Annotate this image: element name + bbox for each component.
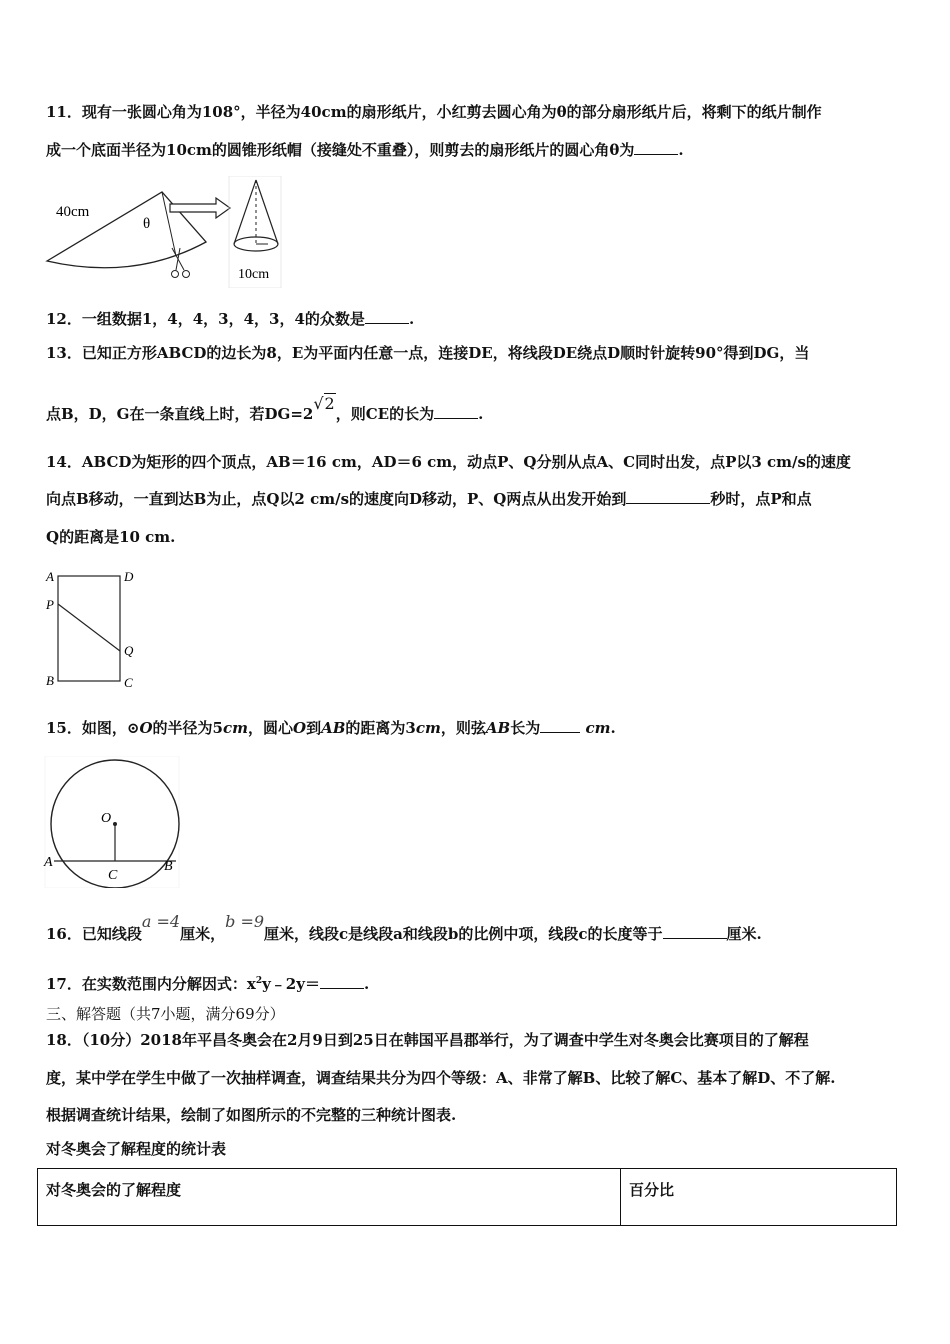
- label-a: A: [44, 855, 53, 870]
- label-o: O: [101, 811, 112, 826]
- q16-line: [46, 912, 762, 944]
- table-header-level: 对冬奥会的了解程度: [38, 1169, 621, 1226]
- q15-o: O: [139, 719, 153, 737]
- label-q: Q: [124, 643, 134, 658]
- q15-t4: 的距离为3: [345, 719, 416, 737]
- q15-t6: 长为: [510, 719, 541, 737]
- q14-text: 向点B移动，一直到达B为止，点Q以2 cm/s的速度向D移动，P、Q两点从出发开始到: [46, 490, 627, 508]
- q14-line2: [46, 489, 812, 509]
- rectangle-abcd: [58, 576, 120, 681]
- q12-answer-blank[interactable]: [365, 309, 409, 324]
- q14-line1: 14．ABCD为矩形的四个顶点，AB＝16 cm，AD＝6 cm，动点P、Q分别从点A、C同时出发，点P以3 cm/s的速度: [46, 453, 851, 471]
- q13-line1: 13．已知正方形ABCD的边长为8，E为平面内任意一点，连接DE，将线段DE绕点D顺时针旋转90°得到DG，当: [46, 344, 810, 362]
- q11-line1: 11．现有一张圆心角为108°，半径为40cm的扇形纸片，小红剪去圆心角为θ的部分扇形纸片后，将剩下的纸片制作: [46, 103, 822, 121]
- q13-end: .: [478, 405, 484, 423]
- q12-line: [46, 309, 414, 329]
- section-heading: 三、解答题（共7小题，满分69分）: [46, 1005, 285, 1023]
- sector-theta-label: θ: [143, 216, 151, 232]
- q15-t3: 到: [306, 719, 322, 737]
- label-b: B: [46, 673, 54, 688]
- q14-text-end: 秒时，点P和点: [710, 490, 812, 508]
- q12-text: 12．一组数据1，4，4，3，4，3，4的众数是: [46, 310, 365, 328]
- table-header-percent: 百分比: [621, 1169, 897, 1226]
- q17-answer-blank[interactable]: [320, 974, 364, 989]
- q16-end: 厘米.: [726, 925, 762, 943]
- q14-rectangle-figure: [44, 566, 144, 692]
- q13-text: 点B，D，G在一条直线上时，若DG=2: [46, 405, 314, 423]
- segment-pq: [58, 604, 120, 651]
- q14-answer-blank[interactable]: [626, 489, 710, 504]
- stat-table: [37, 1168, 897, 1226]
- q15-answer-blank[interactable]: [540, 718, 580, 733]
- label-p: P: [46, 597, 54, 612]
- q16-a-equation: a =4: [141, 912, 181, 931]
- q15-t5: ，则弦: [440, 719, 486, 737]
- q16-t1: 厘米，: [180, 925, 226, 943]
- q11-line2-text: 成一个底面半径为10cm的圆锥形纸帽（接缝处不重叠），则剪去的扇形纸片的圆心角θ为: [46, 141, 635, 159]
- q11-answer-blank[interactable]: [634, 140, 678, 155]
- q14-line3: Q的距离是10 cm.: [46, 528, 176, 546]
- q17-superscript: 2: [255, 976, 263, 986]
- label-c: C: [124, 675, 133, 690]
- q17-text: 17．在实数范围内分解因式：x: [46, 975, 256, 993]
- q15-text: 15．如图，⊙: [46, 719, 140, 737]
- q16-t2: 厘米，线段c是线段a和线段b的比例中项，线段c的长度等于: [264, 925, 663, 943]
- q15-cm2: cm: [415, 719, 441, 737]
- q18-line1: 18．（10分）2018年平昌冬奥会在2月9日到25日在韩国平昌郡举行，为了调查中学生对冬奥会比赛项目的了解程: [46, 1031, 809, 1049]
- q15-t1: 的半径为5: [152, 719, 223, 737]
- q11-figure: [44, 176, 284, 288]
- q18-line3: 根据调查统计结果，绘制了如图所示的不完整的三种统计图表.: [46, 1106, 457, 1124]
- q17-line: [46, 971, 369, 994]
- q15-ab2: AB: [485, 719, 511, 737]
- q15-cm1: cm: [222, 719, 248, 737]
- theta-cut-line: [162, 192, 176, 256]
- cone-base-label: 10cm: [238, 267, 270, 282]
- q16-text: 16．已知线段: [46, 925, 142, 943]
- q15-circle-figure: [42, 756, 182, 888]
- center-point: [113, 822, 117, 826]
- table-header-row: [38, 1169, 897, 1226]
- label-d: D: [124, 569, 134, 584]
- q18-line2: 度，某中学在学生中做了一次抽样调查，调查结果共分为四个等级：A、非常了解B、比较了解C、基本了解D、不了解.: [46, 1069, 836, 1087]
- q13-answer-blank[interactable]: [434, 404, 478, 419]
- q13-text-mid: ，则CE的长为: [335, 405, 435, 423]
- q12-end: .: [408, 310, 415, 328]
- q11-line2-end: .: [678, 141, 684, 159]
- q17-mid: y﹣2y＝: [262, 975, 320, 993]
- right-arrow-icon: [170, 198, 230, 218]
- q15-line: [46, 718, 616, 738]
- q11-line2: [46, 140, 684, 160]
- label-b: B: [164, 859, 173, 874]
- q17-end: .: [363, 975, 370, 993]
- sqrt-two: [313, 394, 335, 414]
- label-c: C: [108, 868, 118, 883]
- q15-cm3: cm: [585, 719, 611, 737]
- q15-o2: O: [293, 719, 307, 737]
- q15-end: .: [610, 719, 616, 737]
- table-caption: 对冬奥会了解程度的统计表: [46, 1140, 227, 1158]
- q15-ab: AB: [321, 719, 346, 737]
- q15-t2: ，圆心: [247, 719, 293, 737]
- q13-line2: [46, 394, 484, 424]
- sqrt-radicand: 2: [324, 394, 335, 413]
- scissors-icon: [172, 248, 190, 278]
- sector-radius-label: 40cm: [56, 204, 90, 220]
- q16-b-equation: b =9: [225, 912, 265, 931]
- label-a: A: [46, 569, 54, 584]
- sqrt-symbol: √: [313, 394, 324, 413]
- q16-answer-blank[interactable]: [663, 924, 727, 939]
